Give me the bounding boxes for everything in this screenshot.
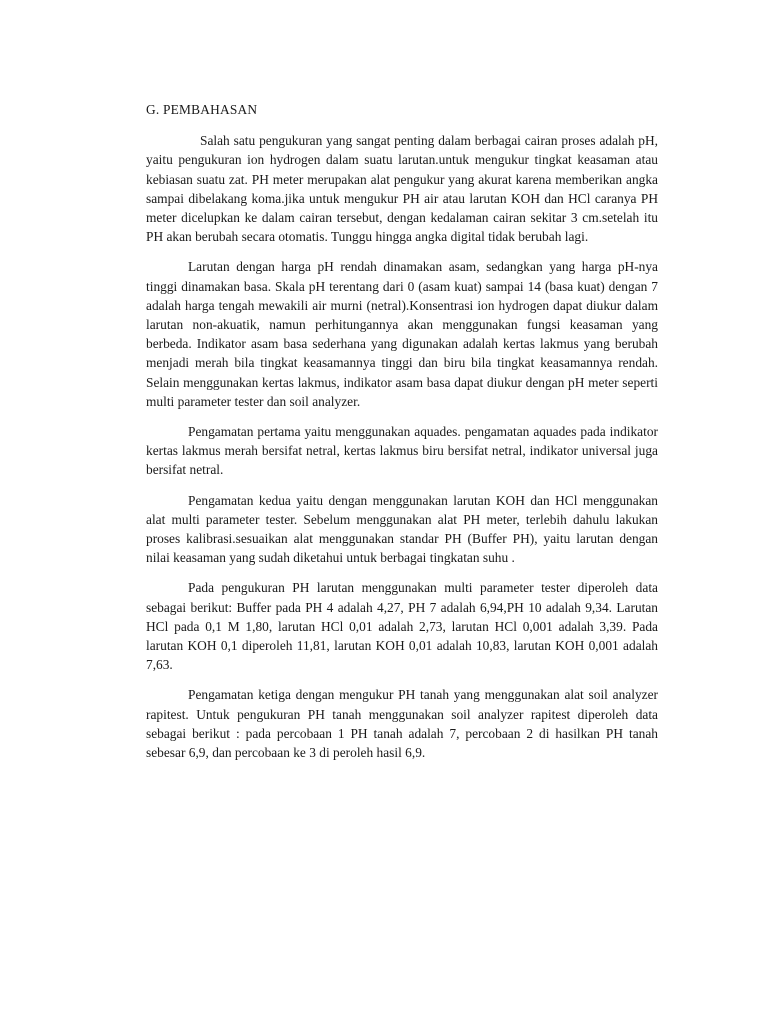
paragraph-measurement-data: Pada pengukuran PH larutan menggunakan multi parameter tester diperoleh data sebagai berikut: Buffer pada PH 4 adalah 4,27, PH 7 adalah 6,94,PH 10 adalah 9,34. Larutan HCl pada 0,1 M 1,80, larutan HCl 0,01 adalah 2,73, larutan HCl 0,001 adalah 3,39. Pada larutan KOH 0,1 diperoleh 11,81, larutan KOH 0,01 adalah 10,83, larutan KOH 0,001 adalah 7,63. <box>146 580 658 673</box>
section-heading: G. PEMBAHASAN <box>146 102 258 117</box>
document-body <box>146 100 658 773</box>
paragraph-ph-scale: Larutan dengan harga pH rendah dinamakan asam, sedangkan yang harga pH-nya tinggi dinamakan basa. Skala pH terentang dari 0 (asam kuat) sampai 14 (basa kuat) dengan 7 adalah harga tengah mewakili air murni (netral).Konsentrasi ion hydrogen dapat diukur dalam larutan non-akuatik, namun perhitungannya akan menggunakan fungsi keasaman yang berbeda. Indikator asam basa sederhana yang digunakan adalah kertas lakmus yang berubah menjadi merah bila tingkat keasamannya tinggi dan biru bila tingkat keasamannya rendah. Selain menggunakan kertas lakmus, indikator asam basa dapat diukur dengan pH meter seperti multi parameter tester dan soil analyzer. <box>146 259 658 409</box>
paragraph-ph-measurement: Salah satu pengukuran yang sangat penting dalam berbagai cairan proses adalah pH, yaitu pengukuran ion hydrogen dalam suatu larutan.untuk mengukur tingkat keasaman atau kebiasan suatu zat. PH meter merupakan alat pengukur yang akurat karena memberikan angka sampai dibelakang koma.jika untuk mengukur PH air atau larutan KOH dan HCl caranya PH meter dicelupkan ke dalam cairan tersebut, dengan kedalaman cairan sekitar 3 cm.setelah itu PH akan berubah secara otomatis. Tunggu hingga angka digital tidak berubah lagi. <box>146 133 658 245</box>
paragraph-first-observation: Pengamatan pertama yaitu menggunakan aquades. pengamatan aquades pada indikator kertas lakmus merah bersifat netral, kertas lakmus biru bersifat netral, indikator universal juga bersifat netral. <box>146 424 658 478</box>
paragraph-third-observation: Pengamatan ketiga dengan mengukur PH tanah yang menggunakan alat soil analyzer rapitest. Untuk pengukuran PH tanah menggunakan soil analyzer rapitest diperoleh data sebagai berikut : pada percobaan 1 PH tanah adalah 7, percobaan 2 di hasilkan PH tanah sebesar 6,9, dan percobaan ke 3 di peroleh hasil 6,9. <box>146 687 658 761</box>
paragraph-second-observation: Pengamatan kedua yaitu dengan menggunakan larutan KOH dan HCl menggunakan alat multi parameter tester. Sebelum menggunakan alat PH meter, terlebih dahulu lakukan proses kalibrasi.sesuaikan alat menggunakan standar PH (Buffer PH), yaitu larutan dengan nilai keasaman yang sudah diketahui untuk berbagai tingkatan suhu . <box>146 492 658 566</box>
